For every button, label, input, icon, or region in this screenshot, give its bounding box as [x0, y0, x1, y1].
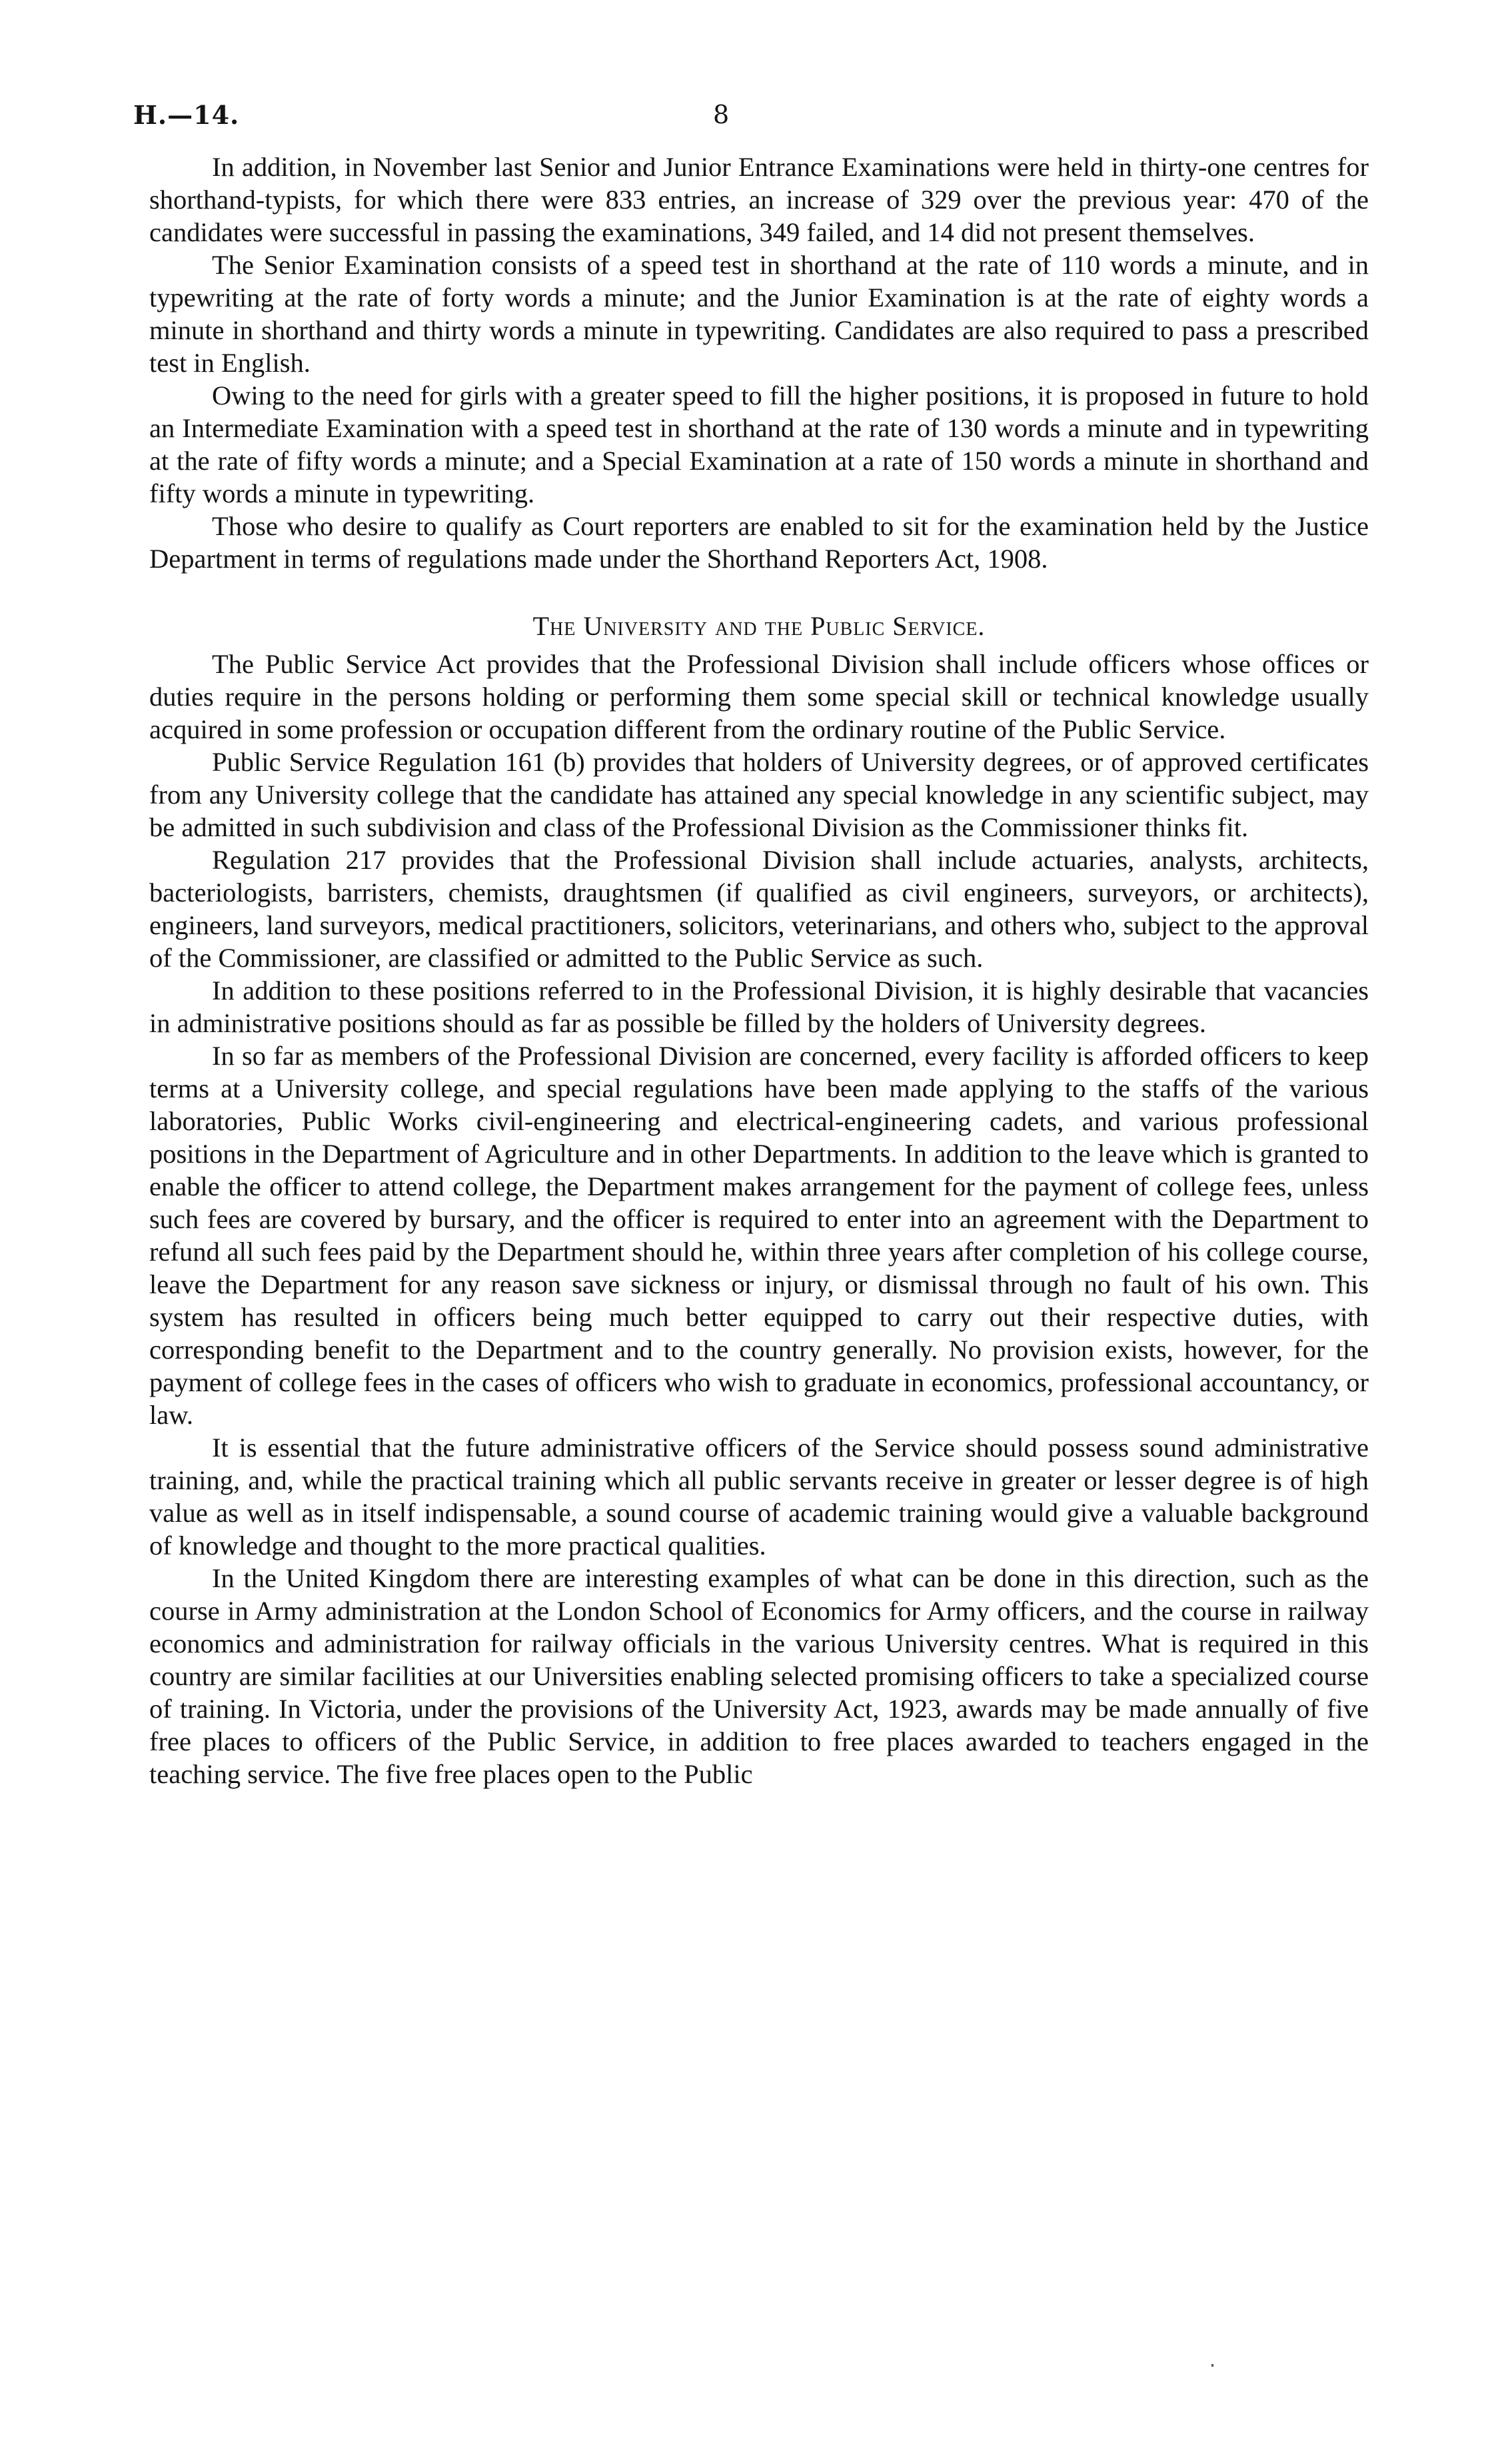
paragraph: Public Service Regulation 161 (b) provides that holders of University degrees, or of approved certificates from any University college that the candidate has attained any special knowledge in any scientific subject, may be admitted in such subdivision and class of the Professional Division as the Commissioner thinks fit. [149, 747, 1369, 842]
paragraph: Regulation 217 provides that the Professional Division shall include actuaries, analysts, architects, bacteriologists, barristers, chemists, draughtsmen (if qualified as civil engineers, surveyors, or architects), engineers, land surveyors, medical practitioners, solicitors, veterinarians, and others who, subject to the approval of the Commissioner, are classified or admitted to the Public Service as such. [149, 845, 1369, 973]
paragraph: Those who desire to qualify as Court reporters are enabled to sit for the examination held by the Justice Department in terms of regulations made under the Shorthand Reporters Act, 1908. [149, 511, 1369, 574]
paragraph: In addition, in November last Senior and Junior Entrance Examinations were held in thirty-one centres for shorthand-typists, for which there were 833 entries, an increase of 329 over the previous year: 470 of the candidates were successful in passing the examinations, 349 failed, and 14 did not present themselves. [149, 152, 1369, 247]
paragraph: It is essential that the future administrative officers of the Service should possess sound administrative training, and, while the practical training which all public servants receive in greater or lesser degree is of high value as well as in itself indispensable, a sound course of academic training would give a valuable background of knowledge and thought to the more practical qualities. [149, 1433, 1369, 1560]
scan-speck [1211, 2364, 1213, 2367]
document-body [149, 151, 1369, 1790]
document-reference: H.—14. [133, 100, 240, 130]
section-heading: The University and the Public Service. [532, 611, 986, 641]
paragraph: The Senior Examination consists of a speed test in shorthand at the rate of 110 words a minute, and in typewriting at the rate of forty words a minute; and the Junior Examination is at the rate of eighty words a minute in shorthand and thirty words a minute in typewriting. Candidates are also required to pass a prescribed test in English. [149, 250, 1369, 378]
paragraph: Owing to the need for girls with a greater speed to fill the higher positions, it is proposed in future to hold an Intermediate Examination with a speed test in shorthand at the rate of 130 words a minute and in typewriting at the rate of fifty words a minute; and a Special Examination at a rate of 150 words a minute in shorthand and fifty words a minute in typewriting. [149, 380, 1369, 508]
paragraph: The Public Service Act provides that the Professional Division shall include officers whose offices or duties require in the persons holding or performing them some special skill or technical knowledge usually acquired in some profession or occupation different from the ordinary routine of the Public Service. [149, 649, 1369, 744]
paragraph: In addition to these positions referred to in the Professional Division, it is highly desirable that vacancies in administrative positions should as far as possible be filled by the holders of University degrees. [149, 975, 1369, 1038]
page-number: 8 [713, 100, 730, 129]
paragraph: In so far as members of the Professional Division are concerned, every facility is afforded officers to keep terms at a University college, and special regulations have been made applying to the staffs of the various laboratories, Public Works civil-engineering and electrical-engineering cadets, and various professional positions in the Department of Agriculture and in other Departments. In addition to the leave which is granted to enable the officer to attend college, the Department makes arrangement for the payment of college fees, unless such fees are covered by bursary, and the officer is required to enter into an agreement with the Department to refund all such fees paid by the Department should he, within three years after completion of his college course, leave the Department for any reason save sickness or injury, or dismissal through no fault of his own. This system has resulted in officers being much better equipped to carry out their respective duties, with corresponding benefit to the Department and to the country generally. No provision exists, however, for the payment of college fees in the cases of officers who wish to graduate in economics, professional accountancy, or law. [149, 1041, 1369, 1430]
page-header [133, 100, 1373, 140]
paragraph: In the United Kingdom there are interesting examples of what can be done in this direction, such as the course in Army administration at the London School of Economics for Army officers, and the course in railway economics and administration for railway officials in the various University centres. What is required in this country are similar facilities at our Universities enabling selected promising officers to take a specialized course of training. In Victoria, under the provisions of the University Act, 1923, awards may be made annually of five free places to officers of the Public Service, in addition to free places awarded to teachers engaged in the teaching service. The five free places open to the Public [149, 1563, 1369, 1789]
